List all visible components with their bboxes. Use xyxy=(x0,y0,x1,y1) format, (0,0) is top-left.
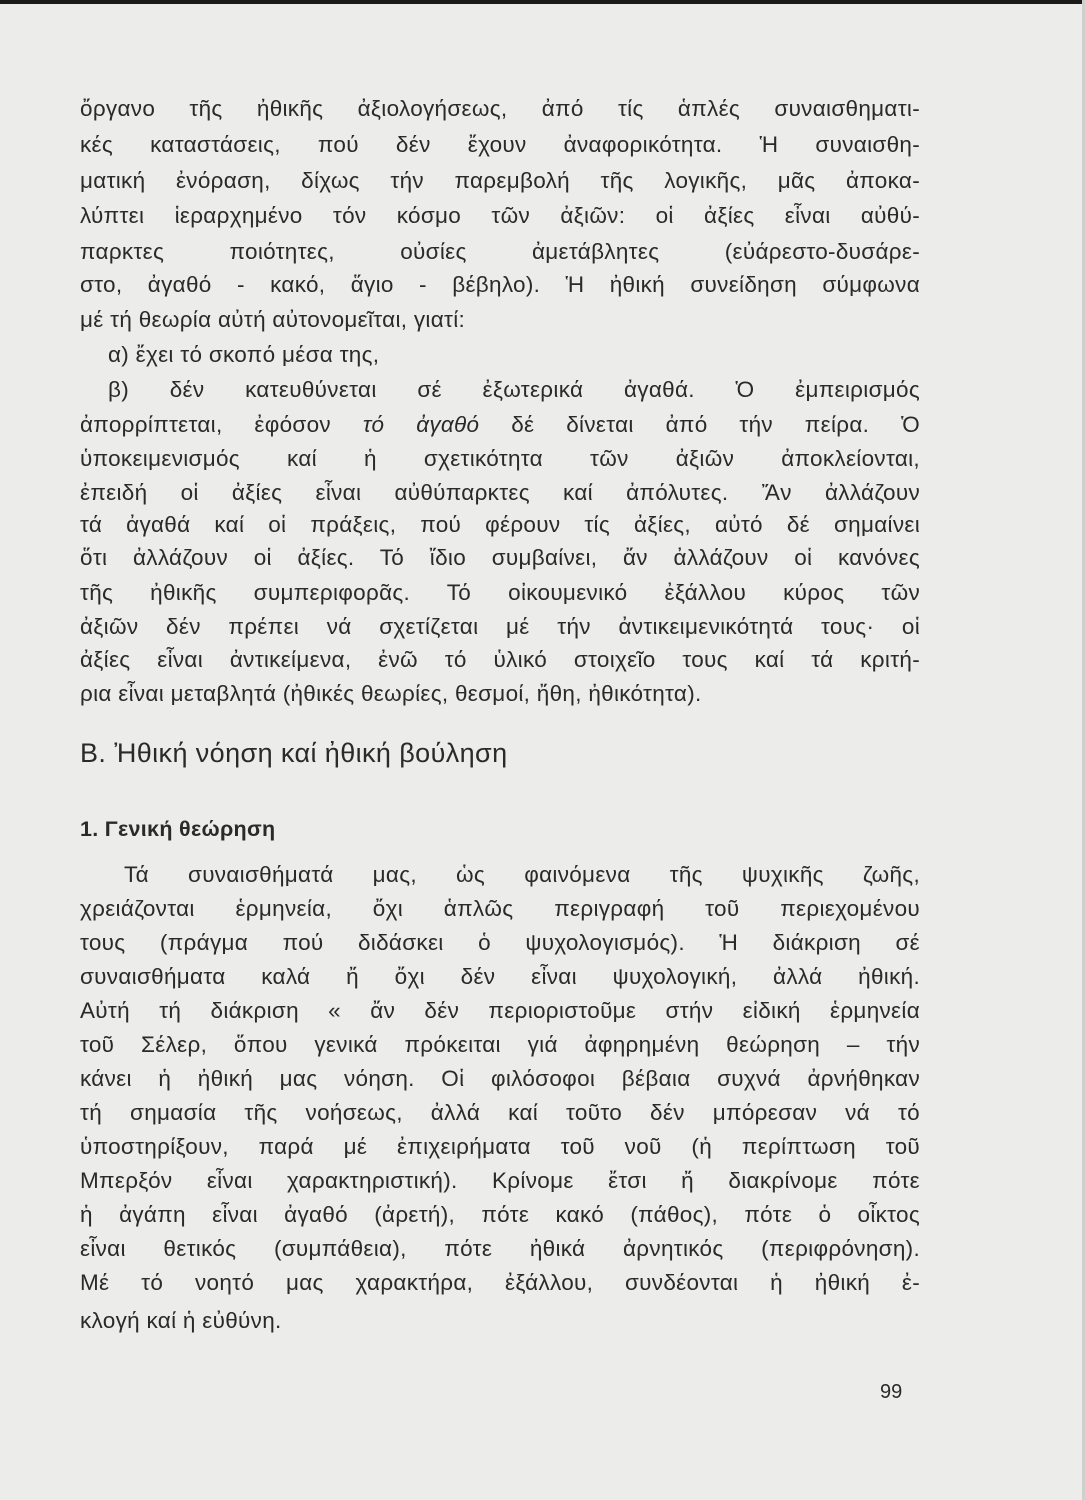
text-run: δέ δίνεται ἀπό τήν πείρα. Ὁ xyxy=(479,412,920,437)
text-line: κλογή καί ἡ εὐθύνη. xyxy=(80,1308,282,1333)
text-line: παρκτες ποιότητες, οὐσίες ἀμετάβλητες (εὐάρεστο-δυσάρε- xyxy=(80,239,920,264)
text-line: τά ἀγαθά καί οἱ πράξεις, πού φέρουν τίς ἀξίες, αὐτό δέ σημαίνει xyxy=(80,512,920,537)
text-line: χρειάζονται ἑρμηνεία, ὄχι ἁπλῶς περιγραφή τοῦ περιεχομένου xyxy=(80,896,920,921)
text-line: ἀξίες εἶναι ἀντικείμενα, ἐνῶ τό ὑλικό στοιχεῖο τους καί τά κριτή- xyxy=(80,647,920,672)
list-item-b: β) δέν κατευθύνεται σέ ἐξωτερικά ἀγαθά. Ὁ ἐμπειρισμός xyxy=(108,377,920,402)
text-line: τους (πράγμα πού διδάσκει ὁ ψυχολογισμός). Ἡ διάκριση σέ xyxy=(80,930,920,955)
text-line: ὄργανο τῆς ἠθικῆς ἀξιολογήσεως, ἀπό τίς ἁπλές συναισθηματι- xyxy=(80,96,920,121)
text-line: τή σημασία τῆς νοήσεως, ἀλλά καί τοῦτο δέν μπόρεσαν νά τό xyxy=(80,1100,920,1125)
text-line: Αὐτή τή διάκριση « ἄν δέν περιοριστοῦμε στήν εἰδική ἑρμηνεία xyxy=(80,998,920,1023)
text-line: τῆς ἠθικῆς συμπεριφορᾶς. Τό οἰκουμενικό ἐξάλλου κύρος τῶν xyxy=(80,580,920,605)
text-line: ρια εἶναι μεταβλητά (ἠθικές θεωρίες, θεσμοί, ἤθη, ἠθικότητα). xyxy=(80,681,702,706)
text-line: τοῦ Σέλερ, ὅπου γενικά πρόκειται γιά ἀφηρημένη θεώρηση – τήν xyxy=(80,1032,920,1057)
text-line xyxy=(80,410,920,440)
text-line: συναισθήματα καλά ἤ ὄχι δέν εἶναι ψυχολογική, ἀλλά ἠθική. xyxy=(80,964,920,989)
page-number: 99 xyxy=(880,1381,903,1403)
text-line: κάνει ἡ ἠθική μας νόηση. Οἱ φιλόσοφοι βέβαια συχνά ἀρνήθηκαν xyxy=(80,1066,920,1091)
text-line: ἀξιῶν δέν πρέπει νά σχετίζεται μέ τήν ἀντικειμενικότητά τους· οἱ xyxy=(80,614,920,639)
text-line: ὅτι ἀλλάζουν οἱ ἀξίες. Τό ἴδιο συμβαίνει, ἄν ἀλλάζουν οἱ κανόνες xyxy=(80,545,920,570)
list-item-a: α) ἔχει τό σκοπό μέσα της, xyxy=(108,342,380,367)
text-line: μέ τή θεωρία αὐτή αὐτονομεῖται, γιατί: xyxy=(80,307,466,332)
text-line: λύπτει ἱεραρχημένο τόν κόσμο τῶν ἀξιῶν: οἱ ἀξίες εἶναι αὐθύ- xyxy=(80,203,920,228)
text-line: Μπερξόν εἶναι χαρακτηριστική). Κρίνομε ἔτσι ἤ διακρίνομε πότε xyxy=(80,1168,920,1193)
text-line: εἶναι θετικός (συμπάθεια), πότε ἠθικά ἀρνητικός (περιφρόνηση). xyxy=(80,1236,920,1261)
scan-top-border xyxy=(0,0,1085,4)
section-heading: Β. Ἠθική νόηση καί ἠθική βούληση xyxy=(80,738,508,768)
text-line: στο, ἀγαθό - κακό, ἅγιο - βέβηλο). Ἡ ἠθική συνείδηση σύμφωνα xyxy=(80,272,920,297)
text-line: Μέ τό νοητό μας χαρακτήρα, ἐξάλλου, συνδέονται ἡ ἠθική ἐ- xyxy=(80,1270,920,1295)
italic-phrase: τό ἀγαθό xyxy=(362,412,480,437)
text-line: ματική ἐνόραση, δίχως τήν παρεμβολή τῆς λογικῆς, μᾶς ἀποκα- xyxy=(80,168,920,193)
text-line: ἐπειδή οἱ ἀξίες εἶναι αὐθύπαρκτες καί ἀπόλυτες. Ἄν ἀλλάζουν xyxy=(80,480,920,505)
text-line: Τά συναισθήματά μας, ὡς φαινόμενα τῆς ψυχικῆς ζωῆς, xyxy=(124,862,920,887)
subsection-heading: 1. Γενική θεώρηση xyxy=(80,817,276,841)
text-line: κές καταστάσεις, πού δέν ἔχουν ἀναφορικότητα. Ἡ συναισθη- xyxy=(80,132,920,157)
text-line: ὑποκειμενισμός καί ἡ σχετικότητα τῶν ἀξιῶν ἀποκλείονται, xyxy=(80,446,920,471)
text-line: ὑποστηρίξουν, παρά μέ ἐπιχειρήματα τοῦ νοῦ (ἡ περίπτωση τοῦ xyxy=(80,1134,920,1159)
text-line: ἡ ἀγάπη εἶναι ἀγαθό (ἀρετή), πότε κακό (πάθος), πότε ὁ οἶκτος xyxy=(80,1202,920,1227)
text-run: ἀπορρίπτεται, ἐφόσον xyxy=(80,412,363,437)
